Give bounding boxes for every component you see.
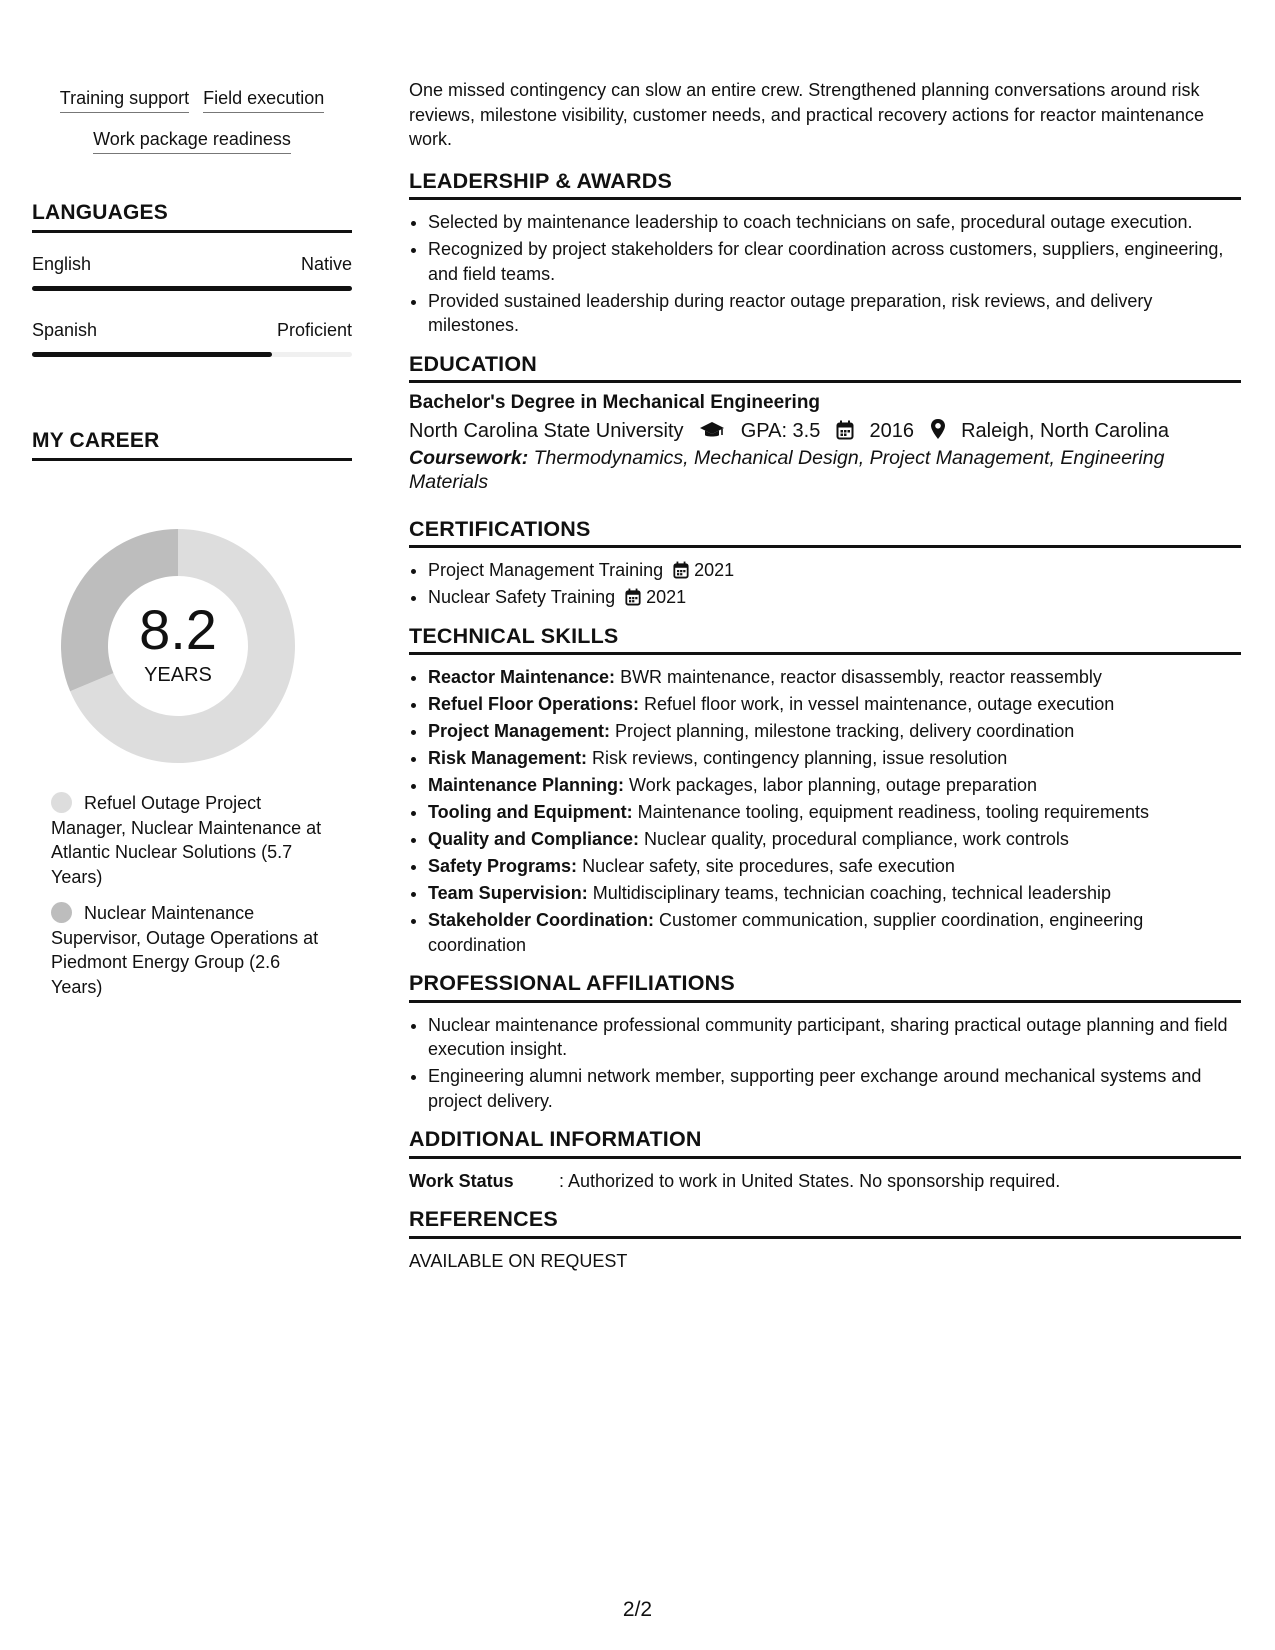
skill-name: Project Management: <box>428 721 611 741</box>
list-item: • Nuclear maintenance professional community participant, sharing practical outage planning and field execution insight. <box>428 1013 1241 1062</box>
skill-name: Tooling and Equipment: <box>428 802 633 822</box>
language-bar-fill <box>32 352 272 357</box>
language-bar-fill <box>32 286 352 291</box>
skill-name: Safety Programs: <box>428 856 578 876</box>
affiliations-heading: PROFESSIONAL AFFILIATIONS <box>409 971 1241 1003</box>
career-unit: YEARS <box>144 664 212 686</box>
skill-item <box>428 908 1241 957</box>
right-column <box>409 78 1241 1273</box>
certification-item <box>428 558 1241 583</box>
page-number: 2/2 <box>622 1598 653 1621</box>
calendar-icon <box>625 588 641 606</box>
skill-item <box>428 692 1241 717</box>
skills-list <box>409 665 1241 957</box>
certifications-heading: CERTIFICATIONS <box>409 517 1241 549</box>
skill-value: Refuel floor work, in vessel maintenance, outage execution <box>639 694 1115 714</box>
skill-item <box>428 746 1241 771</box>
skill-value: Customer communication, supplier coordination, engineering coordination <box>428 910 1144 955</box>
work-status-key: Work Status <box>409 1170 514 1191</box>
skill-item <box>428 719 1241 744</box>
skill-item <box>428 800 1241 825</box>
coursework-label: Coursework: <box>409 446 529 469</box>
references-text: AVAILABLE ON REQUEST <box>409 1250 628 1271</box>
skill-value: Nuclear safety, site procedures, safe execution <box>577 856 955 876</box>
skill-value: Risk reviews, contingency planning, issue resolution <box>587 748 1008 768</box>
graduation-cap-icon <box>699 420 725 440</box>
skill-name: Risk Management: <box>428 748 588 768</box>
skill-name: Stakeholder Coordination: <box>428 910 655 930</box>
career-heading: MY CAREER <box>32 429 352 461</box>
career-legend-label: Nuclear Maintenance Supervisor, Outage Operations at Piedmont Energy Group (2.6 Years) <box>51 903 319 997</box>
language-name: English <box>32 254 92 274</box>
certifications-list <box>409 558 1241 610</box>
work-status-value: : Authorized to work in United States. No sponsorship required. <box>559 1170 1061 1191</box>
skill-name: Refuel Floor Operations: <box>428 694 640 714</box>
coursework <box>409 446 1241 495</box>
location-pin-icon <box>930 418 946 440</box>
skill-item <box>428 854 1241 879</box>
skill-item <box>428 773 1241 798</box>
certification-name: Nuclear Safety Training <box>428 587 616 607</box>
language-level: Native <box>300 254 352 274</box>
skill-item <box>428 881 1241 906</box>
legend-dot-icon <box>51 902 72 923</box>
language-bar <box>32 286 352 291</box>
career-legend-item <box>51 791 331 889</box>
leadership-list <box>409 210 1241 338</box>
degree-title: Bachelor's Degree in Mechanical Engineering <box>409 392 821 413</box>
education-heading: EDUCATION <box>409 352 1241 384</box>
career-legend-item <box>51 901 331 999</box>
certification-item <box>428 585 1241 610</box>
skill-name: Quality and Compliance: <box>428 829 640 849</box>
list-item: • Recognized by project stakeholders for clear coordination across customers, suppliers, engineering, and field teams. <box>428 237 1241 286</box>
tag-list <box>32 86 352 168</box>
skill-item <box>428 827 1241 852</box>
languages-heading: LANGUAGES <box>32 201 352 233</box>
skill-item <box>428 665 1241 690</box>
calendar-icon <box>673 561 689 579</box>
coursework-text: Thermodynamics, Mechanical Design, Project Management, Engineering Materials <box>409 446 1165 493</box>
legend-dot-icon <box>51 792 72 813</box>
skill-value: Maintenance tooling, equipment readiness, tooling requirements <box>632 802 1149 822</box>
list-item: • Engineering alumni network member, supporting peer exchange around mechanical systems and project delivery. <box>428 1064 1241 1113</box>
tag: Training support <box>60 86 189 113</box>
certification-year: 2021 <box>646 587 687 607</box>
skills-heading: TECHNICAL SKILLS <box>409 624 1241 656</box>
graduation-year: 2016 <box>869 419 914 442</box>
affiliations-list <box>409 1013 1241 1114</box>
additional-info-heading: ADDITIONAL INFORMATION <box>409 1127 1241 1159</box>
skill-value: Multidisciplinary teams, technician coaching, technical leadership <box>587 883 1111 903</box>
school-location: Raleigh, North Carolina <box>961 419 1169 442</box>
education-meta <box>409 416 1241 446</box>
calendar-icon <box>836 420 854 440</box>
skill-value: BWR maintenance, reactor disassembly, reactor reassembly <box>615 667 1102 687</box>
leadership-heading: LEADERSHIP & AWARDS <box>409 169 1241 201</box>
skill-value: Nuclear quality, procedural compliance, work controls <box>639 829 1069 849</box>
list-item: • Selected by maintenance leadership to coach technicians on safe, procedural outage execution. <box>428 210 1241 235</box>
school-name: North Carolina State University <box>409 419 684 442</box>
list-item: • Provided sustained leadership during reactor outage preparation, risk reviews, and delivery milestones. <box>428 289 1241 338</box>
skill-value: Work packages, labor planning, outage preparation <box>624 775 1037 795</box>
work-status-row <box>409 1169 1241 1194</box>
language-name: Spanish <box>32 320 98 340</box>
language-level: Proficient <box>276 320 352 340</box>
skill-name: Maintenance Planning: <box>428 775 625 795</box>
career-legend-label: Refuel Outage Project Manager, Nuclear Maintenance at Atlantic Nuclear Solutions (5.7 Years) <box>51 793 322 887</box>
certification-name: Project Management Training <box>428 560 664 580</box>
skill-value: Project planning, milestone tracking, delivery coordination <box>610 721 1075 741</box>
gpa: GPA: 3.5 <box>740 419 821 442</box>
certification-year: 2021 <box>694 560 735 580</box>
references-heading: REFERENCES <box>409 1207 1241 1239</box>
summary-paragraph: One missed contingency can slow an entire crew. Strengthened planning conversations around risk reviews, milestone visibility, customer needs, and practical recovery actions for reactor maintenance work. <box>409 80 1205 149</box>
skill-name: Team Supervision: <box>428 883 588 903</box>
skill-name: Reactor Maintenance: <box>428 667 616 687</box>
language-bar <box>32 352 352 357</box>
tag: Field execution <box>203 86 324 113</box>
career-total: 8.2 <box>139 598 217 661</box>
tag: Work package readiness <box>93 127 291 154</box>
